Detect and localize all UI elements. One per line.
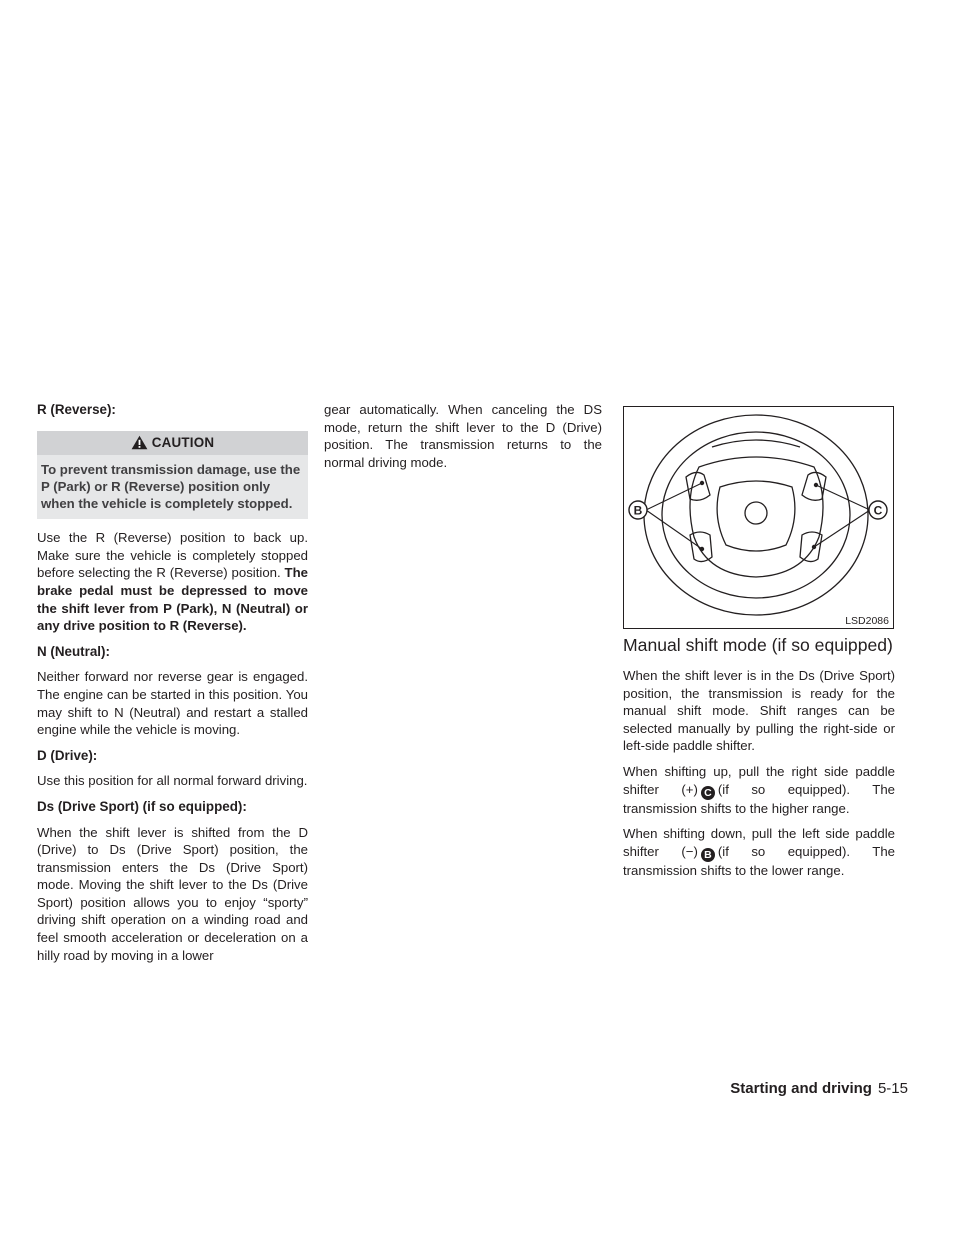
manual-shift-paragraph-3 [623, 825, 895, 879]
footer-section-title: Starting and driving [730, 1080, 872, 1097]
drive-heading: D (Drive): [37, 747, 98, 763]
caution-title-bar [37, 431, 308, 455]
figure-code: LSD2086 [845, 615, 889, 627]
drive-paragraph: Use this position for all normal forward driving. [37, 773, 308, 789]
drive-sport-heading: Ds (Drive Sport) (if so equipped): [37, 798, 247, 814]
neutral-paragraph: Neither forward nor reverse gear is engaged. The engine can be started in this position. You may shift to N (Neutral) and restart a stalled engine while the vehicle is moving. [37, 669, 308, 738]
manual-shift-title: Manual shift mode (if so equipped) [623, 635, 893, 655]
reverse-paragraph [37, 529, 308, 635]
shift-down-text-end: (if so equipped). The transmission shifts to the lower range. [623, 843, 896, 878]
neutral-heading: N (Neutral): [37, 643, 110, 659]
continued-paragraph: gear automatically. When canceling the DS mode, return the shift lever to the D (Drive) position. The transmission returns to the normal driving mode. [324, 402, 602, 470]
left-column [37, 401, 308, 972]
steering-wheel-figure [623, 406, 894, 629]
caution-text: To prevent transmission damage, use the P (Park) or R (Reverse) position only when the vehicle is completely stopped. [41, 461, 301, 511]
figure-label-c: C [873, 503, 883, 518]
page-footer [730, 1080, 908, 1097]
drive-sport-paragraph: When the shift lever is shifted from the D (Drive) to Ds (Drive Sport) position, the transmission enters the Ds (Drive Sport) mode. Moving the shift lever to the Ds (Drive Sport) position allows you to enjoy “sporty” driving shift operation on a winding road and feel smooth acceleration or deceleration on a hilly road by moving in a lower [37, 824, 308, 963]
steering-wheel-illustration [624, 407, 893, 628]
manual-shift-paragraph-2 [623, 763, 895, 817]
manual-shift-paragraph-1: When the shift lever is in the Ds (Drive Sport) position, the transmission is ready for the manual shift mode. Shift ranges can be selected manually by pulling the right-side or left-side paddle shifter. [623, 668, 895, 754]
warning-icon [131, 435, 148, 450]
shift-up-text: When shifting up, pull the right side paddle shifter (+) [623, 763, 895, 797]
page-number: 5-15 [877, 1080, 908, 1097]
middle-column [324, 401, 602, 479]
reverse-text: Use the R (Reverse) position to back up. Make sure the vehicle is completely stopped before selecting the R (Reverse) position. [37, 530, 308, 581]
marker-c-icon: C [701, 786, 715, 800]
right-column [623, 634, 895, 887]
shift-up-text-end: (if so equipped). The transmission shifts to the higher range. [623, 781, 896, 816]
caution-box [37, 431, 308, 520]
marker-b-icon: B [701, 848, 715, 862]
figure-label-b: B [633, 503, 643, 518]
reverse-bold-text: The brake pedal must be depressed to move the shift lever from P (Park), N (Neutral) or any drive position to R (Reverse). [37, 565, 308, 634]
caution-title: CAUTION [151, 434, 215, 450]
reverse-heading: R (Reverse): [37, 402, 116, 417]
shift-down-text: When shifting down, pull the left side paddle shifter (−) [623, 826, 895, 859]
